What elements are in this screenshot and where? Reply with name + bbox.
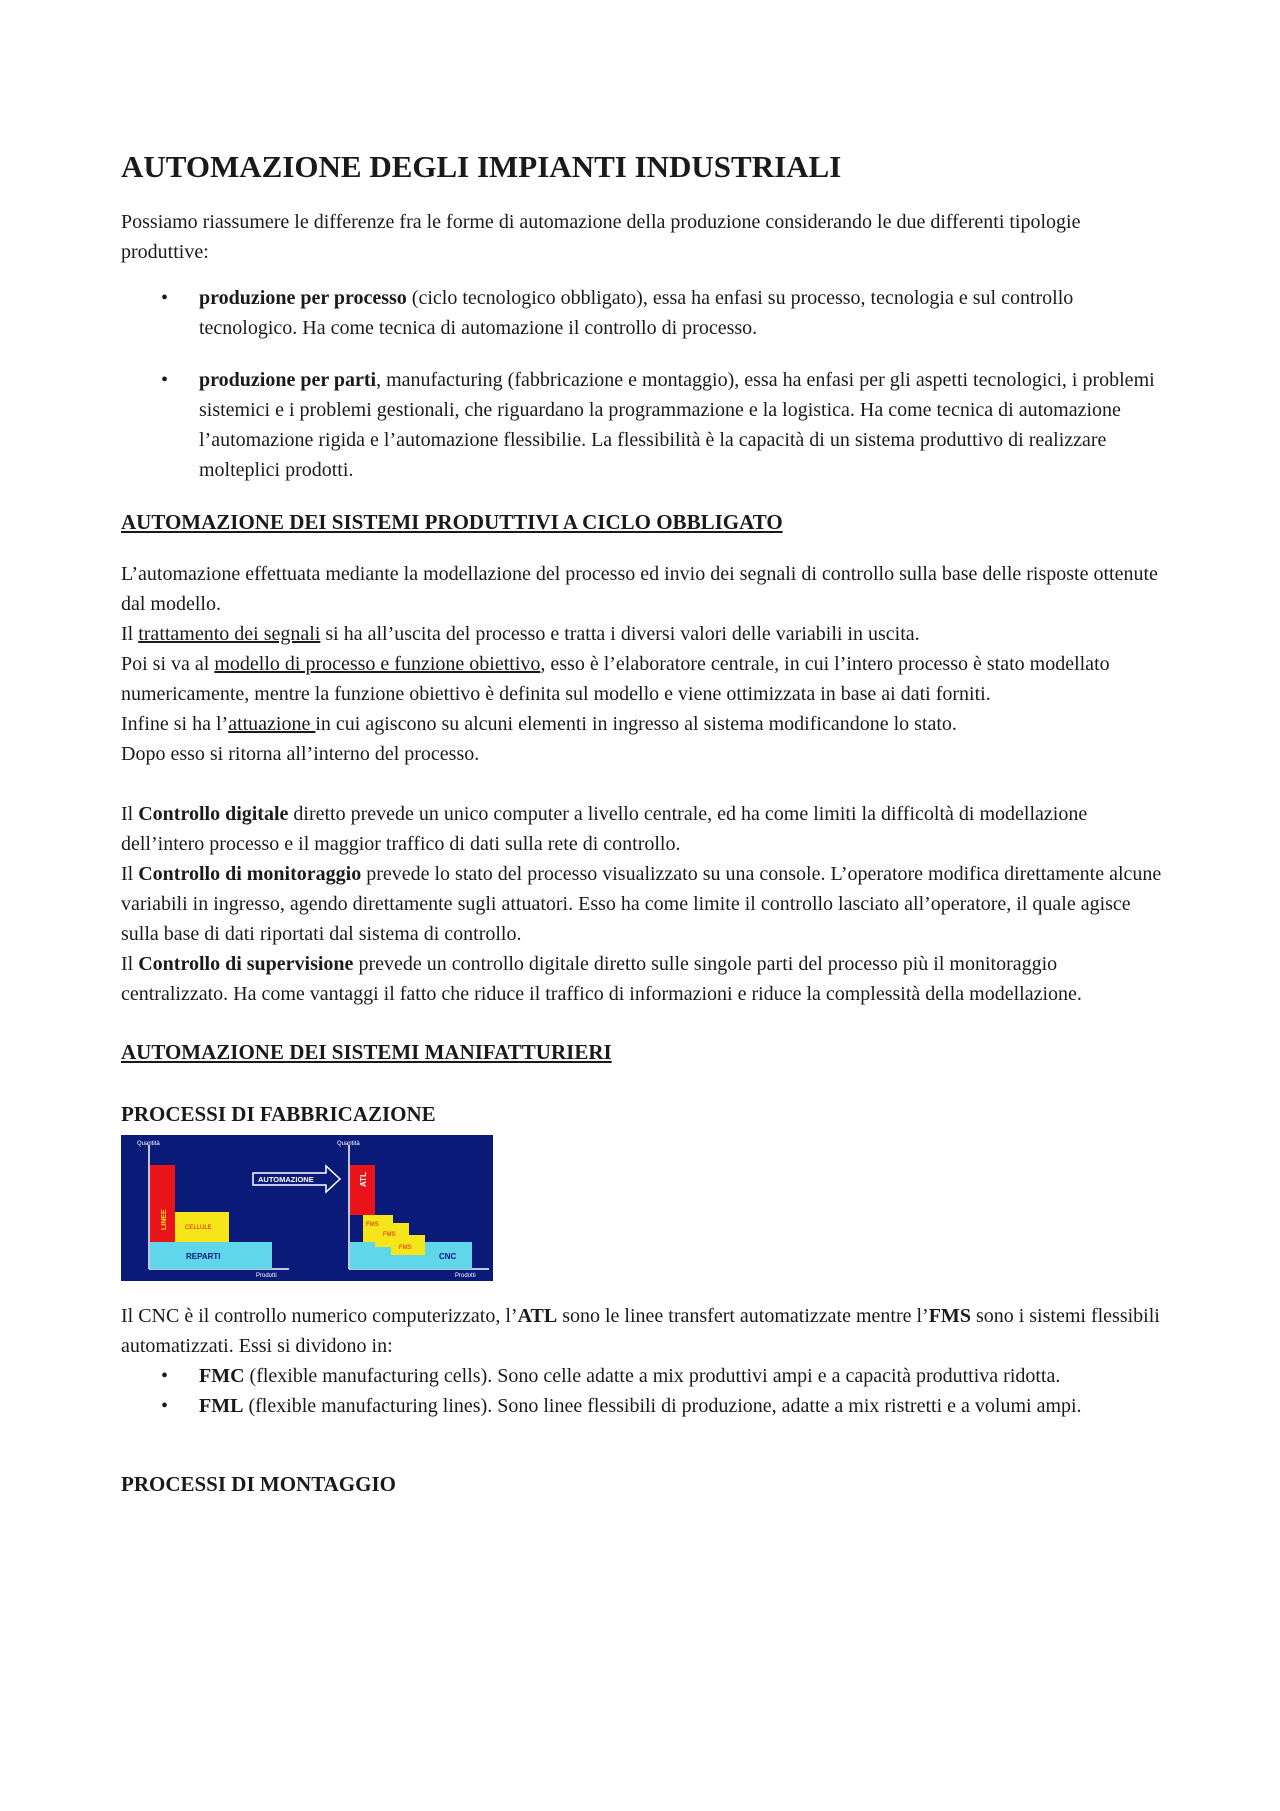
production-types-list [121,283,1166,485]
document-content [121,148,1166,1499]
left-y-label: Quantità [137,1141,160,1148]
right-x-label: Prodotti [455,1273,476,1280]
block-linee-label: LINEE [161,1209,168,1231]
list-item-text: (ciclo tecnologico obbligato), essa ha enfasi su processo, tecnologia e sul controllo tecnologico. Ha come tecnica di automazione il controllo di processo. [199,287,1074,340]
section-heading-manifatturieri: AUTOMAZIONE DEI SISTEMI MANIFATTURIERI [121,1040,612,1065]
bullet-icon: • [161,1365,169,1388]
list-item [121,365,1166,485]
block-cellule-label: CELLULE [185,1225,212,1232]
automation-diagram [121,1135,493,1281]
right-y-label: Quantità [337,1141,360,1148]
block-fms-label: FMS [399,1245,412,1252]
list-item [121,283,1166,343]
fms-types-list [121,1361,1166,1421]
automation-figure [121,1135,493,1281]
list-item-term: produzione per parti [199,369,377,392]
underlined-term: attuazione [228,713,316,736]
paragraph-controllo-supervisione: Il Controllo di supervisione prevede un controllo digitale diretto sulle singole parti del processo più il monitoraggio centralizzato. Ha come vantaggi il fatto che riduce il traffico di informazioni e riduce la complessità della modellazione. [121,953,1082,1006]
paragraph: Dopo esso si ritorna all’interno del processo. [121,743,480,766]
paragraph-cnc: Il CNC è il controllo numerico computerizzato, l’ATL sono le linee transfert automatizzate mentre l’FMS sono i sistemi flessibili automatizzati. Essi si dividono in: [121,1305,1160,1358]
bold-term: Controllo digitale [138,803,289,826]
list-item [121,1391,1166,1421]
paragraph-controllo-digitale: Il Controllo digitale diretto prevede un unico computer a livello centrale, ed ha come limiti la difficoltà di modellazione dell’intero processo e il maggior traffico di dati sulla rete di controllo. [121,803,1088,856]
automation-arrow-label: AUTOMAZIONE [258,1175,314,1185]
paragraph: L’automazione effettuata mediante la modellazione del processo ed invio dei segnali di controllo sulla base delle risposte ottenute dal modello. [121,563,1158,616]
block-atl-label: ATL [359,1172,368,1188]
paragraph: Infine si ha l’attuazione in cui agiscono su alcuni elementi in ingresso al sistema modificandone lo stato. [121,713,957,736]
list-item-term: FMC [199,1365,245,1388]
section-heading-ciclo-obbligato: AUTOMAZIONE DEI SISTEMI PRODUTTIVI A CICLO OBBLIGATO [121,510,783,535]
underlined-term: trattamento dei segnali [138,623,321,646]
bullet-icon: • [161,287,169,310]
block-cnc-label: CNC [439,1252,457,1262]
section-heading-fabbricazione: PROCESSI DI FABBRICAZIONE [121,1102,436,1127]
block-fms-label: FMS [383,1232,396,1239]
bold-term: FMS [928,1305,971,1328]
list-item [121,1361,1166,1391]
block-reparti-label: REPARTI [186,1252,221,1262]
list-item-text: (flexible manufacturing cells). Sono celle adatte a mix produttivi ampi e a capacità produttiva ridotta. [244,1365,1061,1388]
paragraph-controllo-monitoraggio: Il Controllo di monitoraggio prevede lo stato del processo visualizzato su una console. L’operatore modifica direttamente alcune variabili in ingresso, agendo direttamente sugli attuatori. Esso ha come limite il controllo lasciato all’operatore, il quale agisce sulla base di dati riportati dal sistema di controllo. [121,863,1162,946]
list-item-text: , manufacturing (fabbricazione e montaggio), essa ha enfasi per gli aspetti tecnologici, i problemi sistemici e i problemi gestionali, che riguardano la programmazione e la logistica. Ha come tecnica di automazione l’automazione rigida e l’automazione flessibilie. La flessibilità è la capacità di un sistema produttivo di realizzare molteplici prodotti. [199,369,1155,482]
intro-paragraph: Possiamo riassumere le differenze fra le forme di automazione della produzione considerando le due differenti tipologie produttive: [121,211,1081,264]
section-heading-montaggio: PROCESSI DI MONTAGGIO [121,1472,396,1497]
document-title: AUTOMAZIONE DEGLI IMPIANTI INDUSTRIALI [121,149,842,184]
bold-term: ATL [517,1305,558,1328]
left-x-label: Prodotti [256,1273,277,1280]
bullet-icon: • [161,1395,169,1418]
blank-line [121,769,1166,799]
underlined-term: modello di processo e funzione obiettivo [214,653,541,676]
list-item-term: produzione per processo [199,287,407,310]
list-item-term: FML [199,1395,244,1418]
bold-term: Controllo di monitoraggio [138,863,362,886]
list-item-text: (flexible manufacturing lines). Sono linee flessibili di produzione, adatte a mix ristretti e a volumi ampi. [243,1395,1082,1418]
bullet-icon: • [161,369,169,392]
block-fms-label: FMS [366,1222,379,1229]
bold-term: Controllo di supervisione [138,953,354,976]
paragraph: Poi si va al modello di processo e funzione obiettivo, esso è l’elaboratore centrale, in cui l’intero processo è stato modellato numericamente, mentre la funzione obiettivo è definita sul modello e viene ottimizzata in base ai dati forniti. [121,653,1110,706]
paragraph: Il trattamento dei segnali si ha all’uscita del processo e tratta i diversi valori delle variabili in uscita. [121,623,920,646]
